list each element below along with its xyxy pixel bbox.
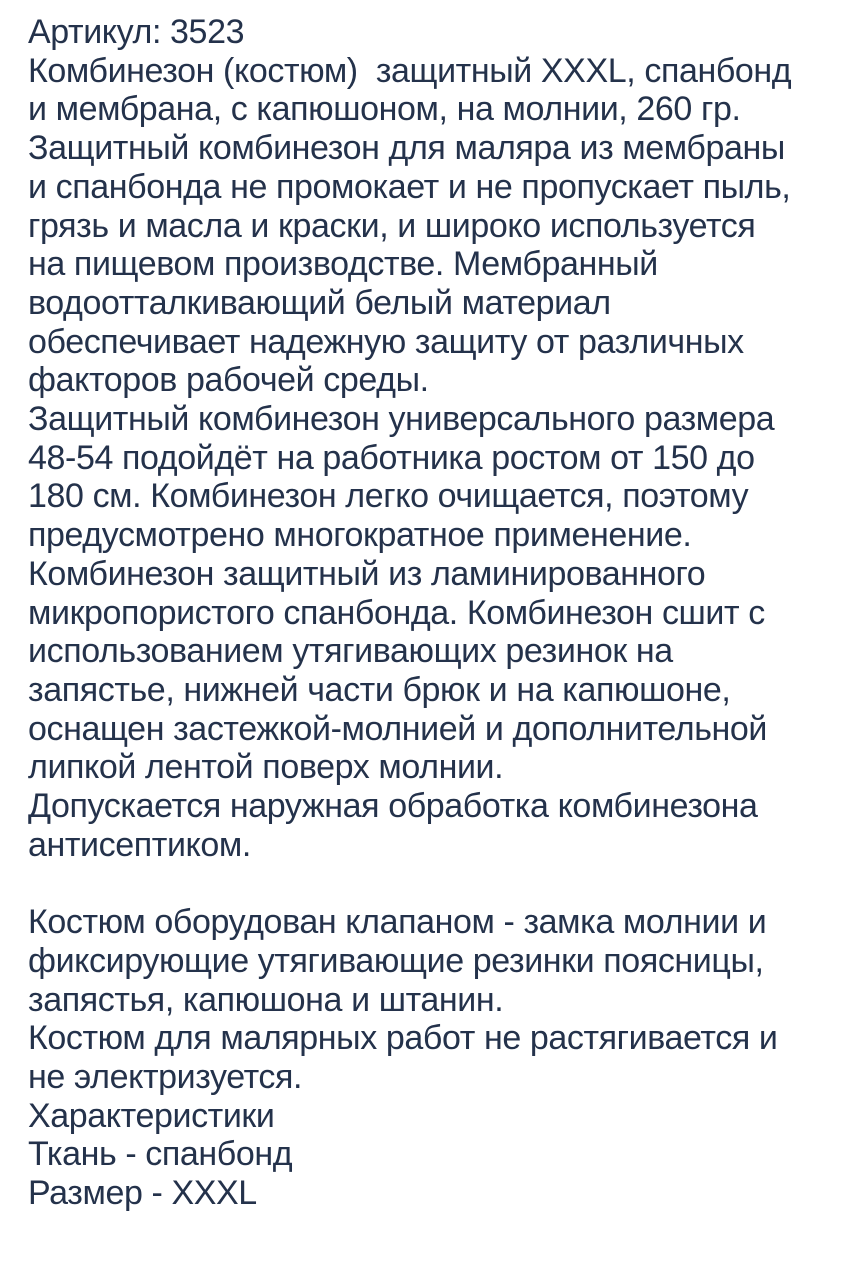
characteristics-heading: Характеристики (28, 1096, 275, 1135)
description-line: и спанбонда не промокает и не пропускает пыль, (28, 167, 791, 206)
description-line: Костюм оборудован клапаном - замка молнии и (28, 903, 767, 942)
fabric-line: Ткань - спанбонд (28, 1135, 293, 1174)
description-line: 180 см. Комбинезон легко очищается, поэтому (28, 477, 749, 516)
description-line: Допускается наружная обработка комбинезона (28, 787, 758, 826)
description-line: Костюм для малярных работ не растягивается и (28, 1019, 778, 1058)
description-line: оснащен застежкой-молнией и дополнительной (28, 709, 768, 748)
article-line: Артикул: 3523 (28, 13, 245, 51)
size-line: Размер - XXXL (28, 1174, 257, 1213)
description-line: грязь и масла и краски, и широко используется (28, 206, 756, 245)
description-line: Комбинезон защитный из ламинированного (28, 554, 706, 593)
description-line: предусмотрено многократное применение. (28, 516, 692, 555)
product-title-line: Комбинезон (костюм) защитный XXXL, спанбонд (28, 51, 792, 90)
description-line: фиксирующие утягивающие резинки поясницы, (28, 941, 764, 980)
description-line: обеспечивает надежную защиту от различных (28, 322, 744, 361)
description-line: липкой лентой поверх молнии. (28, 748, 504, 787)
description-line: водоотталкивающий белый материал (28, 283, 611, 322)
description-line: запястье, нижней части брюк и на капюшоне, (28, 670, 731, 709)
description-line: Защитный комбинезон для маляра из мембраны (28, 129, 785, 168)
product-title-line: и мембрана, с капюшоном, на молнии, 260 гр. (28, 90, 741, 129)
description-line: факторов рабочей среды. (28, 361, 429, 400)
description-line: Защитный комбинезон универсального размера (28, 400, 775, 439)
description-line: 48-54 подойдёт на работника ростом от 150 до (28, 438, 755, 477)
blank-line (28, 864, 830, 903)
description-line: антисептиком. (28, 825, 251, 864)
description-line: не электризуется. (28, 1057, 303, 1096)
description-line: использованием утягивающих резинок на (28, 632, 673, 671)
description-line: запястья, капюшона и штанин. (28, 980, 504, 1019)
description-line: на пищевом производстве. Мембранный (28, 245, 658, 284)
description-line: микропористого спанбонда. Комбинезон сшит с (28, 593, 765, 632)
